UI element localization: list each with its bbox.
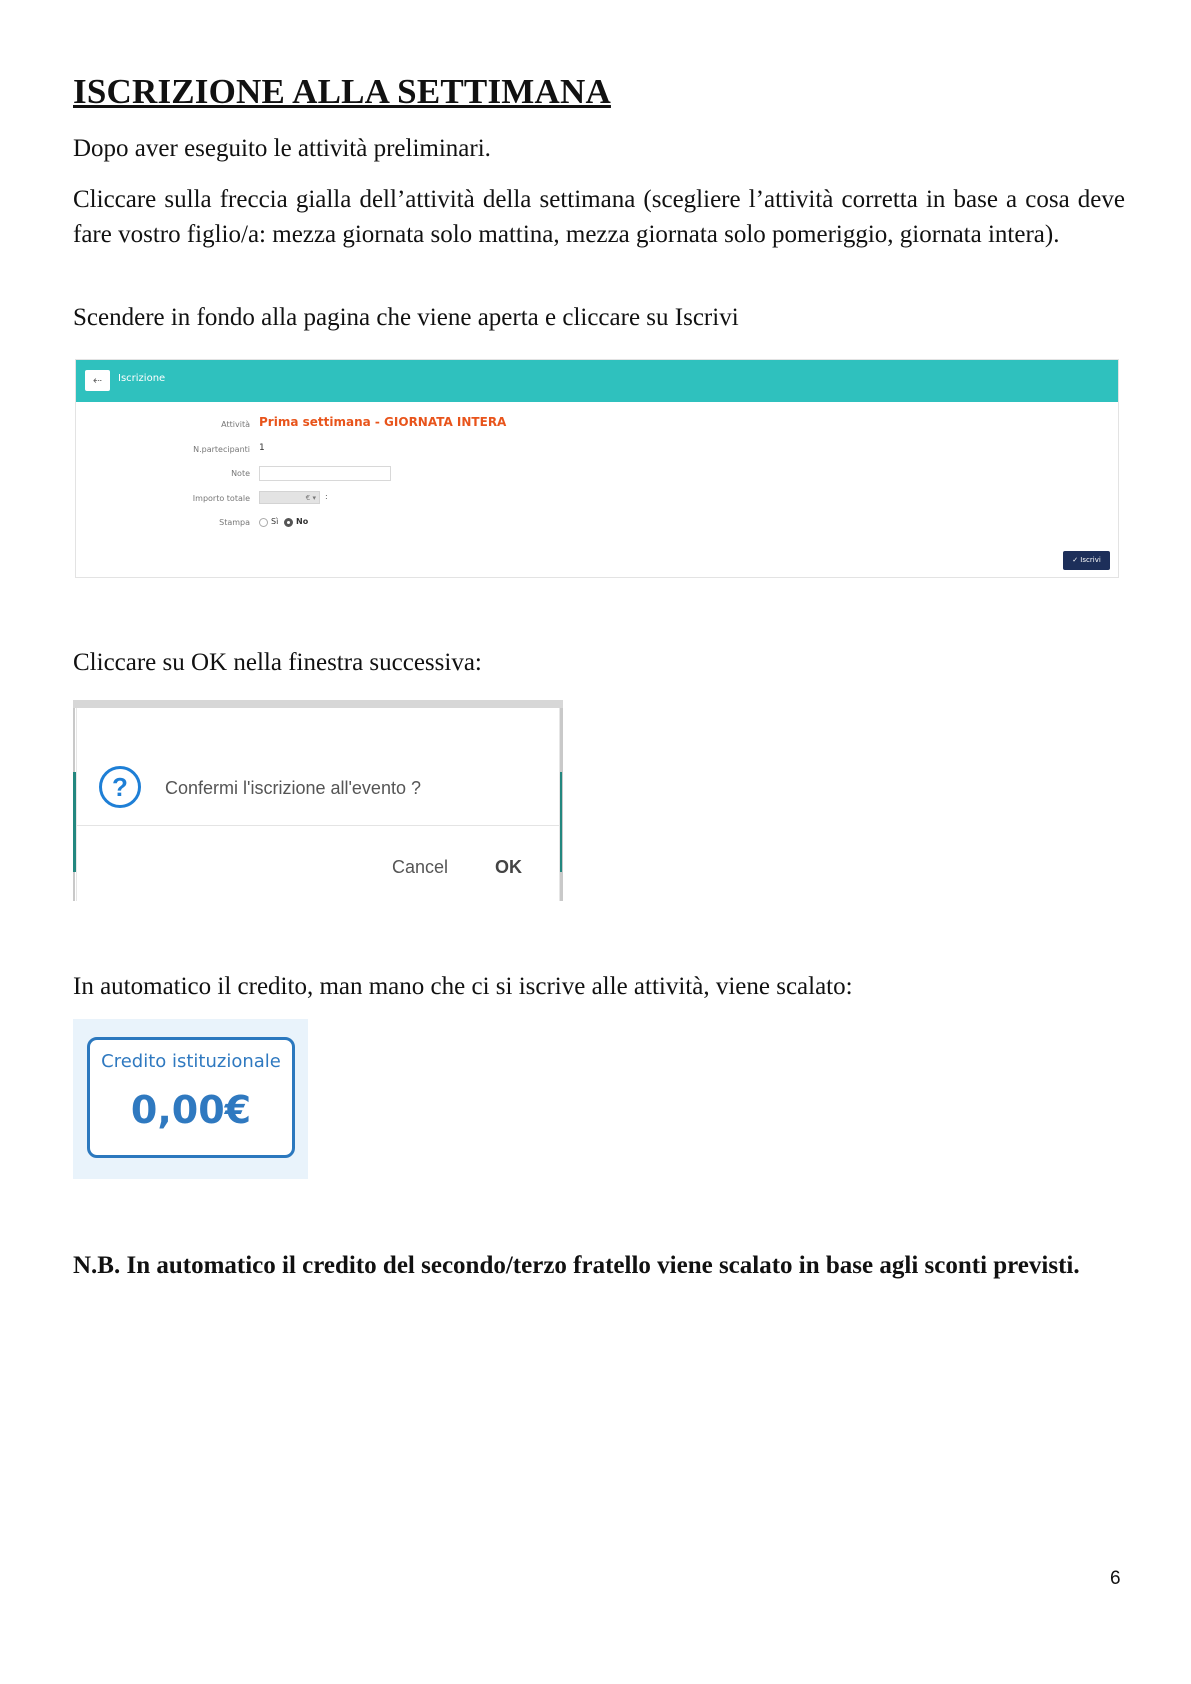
paragraph-scroll: Scendere in fondo alla pagina che viene aperta e cliccare su Iscrivi <box>73 304 739 331</box>
confirm-dialog-screenshot <box>73 700 563 901</box>
notes-label: Note <box>231 469 250 478</box>
participants-label: N.partecipanti <box>193 445 250 454</box>
activity-value: Prima settimana - GIORNATA INTERA <box>259 415 507 429</box>
registration-form-screenshot <box>75 359 1119 578</box>
print-no-radio[interactable] <box>284 518 293 527</box>
question-icon: ? <box>99 766 141 808</box>
print-yes-label: Sì <box>271 517 279 526</box>
credit-value: 0,00€ <box>130 1088 252 1132</box>
paragraph-instructions: Cliccare sulla freccia gialla dell’attività della settimana (scegliere l’attività corretta in base a cosa deve fare vostro figlio/a: mezza giornata solo mattina, mezza giornata solo pomeriggio, giornata intera). <box>73 186 1125 248</box>
paragraph-credit: In automatico il credito, man mano che ci si iscrive alle attività, viene scalato: <box>73 973 853 1000</box>
page-number: 6 <box>1110 1568 1121 1589</box>
credit-card <box>87 1037 295 1158</box>
backdrop-top <box>73 700 563 708</box>
form-header-bar <box>76 360 1118 402</box>
cancel-button[interactable]: Cancel <box>392 857 449 877</box>
form-header-title: Iscrizione <box>118 373 166 384</box>
confirm-dialog <box>76 708 560 901</box>
ok-button[interactable]: OK <box>495 857 522 877</box>
iscrivi-button[interactable]: ✓ Iscrivi <box>1063 551 1110 570</box>
dialog-message: Confermi l'iscrizione all'evento ? <box>165 778 421 798</box>
payment-select[interactable]: € ▾ <box>259 491 320 504</box>
back-arrow-icon[interactable]: ⇠ <box>85 370 110 391</box>
paragraph-confirm: Cliccare su OK nella finestra successiva: <box>73 649 482 676</box>
activity-label: Attività <box>221 420 250 429</box>
print-no-label: No <box>296 517 309 526</box>
payment-colon: : <box>325 492 328 501</box>
print-yes-radio[interactable] <box>259 518 268 527</box>
credit-widget-screenshot <box>73 1019 308 1179</box>
notes-input[interactable] <box>259 466 391 481</box>
note-bold: N.B. In automatico il credito del secondo/terzo fratello viene scalato in base agli sconti previsti. <box>73 1252 1080 1279</box>
participants-value: 1 <box>259 443 265 453</box>
payment-label: Importo totale <box>192 494 250 503</box>
page-title: ISCRIZIONE ALLA SETTIMANA <box>73 72 611 111</box>
print-label: Stampa <box>219 518 250 527</box>
credit-label: Credito istituzionale <box>101 1051 281 1072</box>
dialog-divider <box>77 825 559 826</box>
paragraph-intro: Dopo aver eseguito le attività preliminari. <box>73 135 491 162</box>
